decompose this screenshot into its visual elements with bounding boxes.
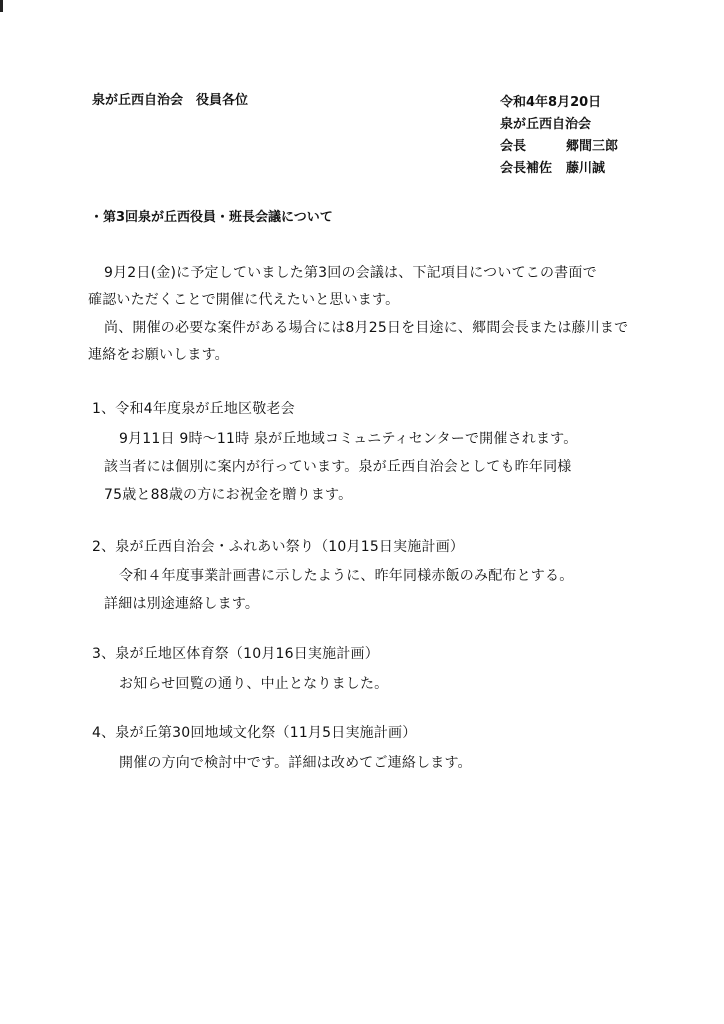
scan-corner-mark (0, 0, 3, 12)
assistant-name: 藤川誠 (566, 161, 606, 176)
item-line: 開催の方向で検討中です。詳細は改めてご連絡します。 (119, 755, 472, 771)
sender-org: 泉が丘西自治会 (500, 117, 592, 132)
intro-line: 尚、開催の必要な案件がある場合には8月25日を目途に、郷間会長または藤川まで (104, 320, 629, 336)
intro-line: 9月2日(金)に予定していました第3回の会議は、下記項目についてこの書面で (104, 265, 597, 281)
item-line: お知らせ回覧の通り、中止となりました。 (119, 676, 389, 692)
item-heading: 4、泉が丘第30回地域文化祭（11月5日実施計画） (92, 725, 417, 741)
item-heading: 3、泉が丘地区体育祭（10月16日実施計画） (92, 646, 379, 662)
document-title: ・第3回泉が丘西役員・班長会議について (90, 210, 333, 225)
addressee: 泉が丘西自治会 役員各位 (92, 93, 249, 108)
item-heading: 2、泉が丘西自治会・ふれあい祭り（10月15日実施計画） (92, 539, 465, 555)
intro-line: 連絡をお願いします。 (88, 347, 229, 363)
item-line: 該当者には個別に案内が行っています。泉が丘西自治会としても昨年同様 (104, 459, 572, 475)
item-line: 詳細は別途連絡します。 (104, 596, 260, 612)
item-line: 令和４年度事業計画書に示したように、昨年同様赤飯のみ配布とする。 (119, 568, 574, 584)
issue-date: 令和4年8月20日 (500, 95, 602, 110)
assistant-role: 会長補佐 (500, 161, 553, 176)
item-heading: 1、令和4年度泉が丘地区敬老会 (92, 401, 295, 417)
intro-line: 確認いただくことで開催に代えたいと思います。 (88, 292, 400, 308)
item-line: 75歳と88歳の方にお祝金を贈ります。 (104, 487, 353, 503)
chair-role: 会長 (500, 139, 527, 154)
chair-name: 郷間三郎 (566, 139, 619, 154)
item-line: 9月11日 9時～11時 泉が丘地域コミュニティセンターで開催されます。 (119, 431, 578, 447)
